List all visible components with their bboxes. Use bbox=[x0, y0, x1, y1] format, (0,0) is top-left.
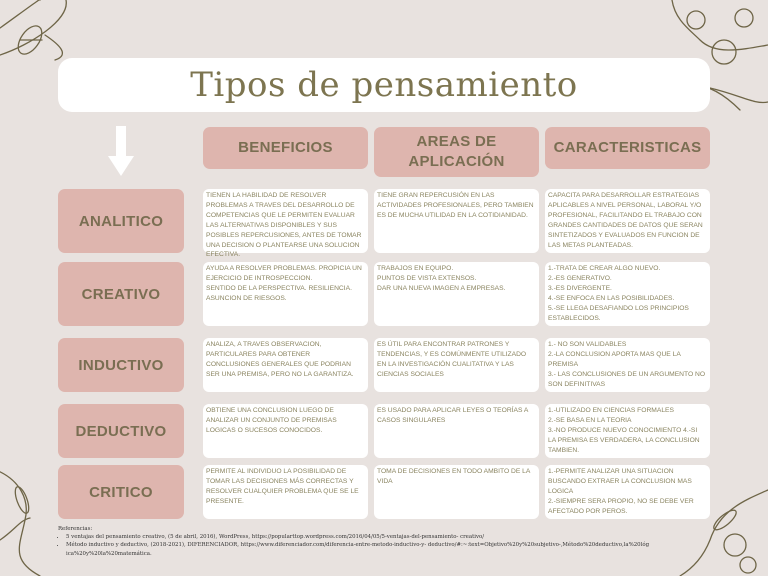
row-label-inductivo: INDUCTIVO bbox=[58, 338, 184, 392]
cell-critico-areas: TOMA DE DECISIONES EN TODO AMBITO DE LA VIDA bbox=[374, 465, 539, 519]
row-label-analitico: ANALITICO bbox=[58, 189, 184, 253]
cell-analitico-areas: TIENE GRAN REPERCUSIÓN EN LAS ACTIVIDADES PROFESIONALES, PERO TAMBIEN ES DE MUCHA UTILIDAD EN LA COTIDIANIDAD. bbox=[374, 189, 539, 253]
cell-creativo-beneficios: AYUDA A RESOLVER PROBLEMAS. PROPICIA UN EJERCICIO DE INTROSPECCION. SENTIDO DE LA PERSPECTIVA. RESILIENCIA. ASUNCION DE RIESGOS. bbox=[203, 262, 368, 326]
down-arrow-icon bbox=[108, 126, 134, 178]
column-header-areas: AREAS DE APLICACIÓN bbox=[374, 127, 539, 177]
row-label-critico: CRITICO bbox=[58, 465, 184, 519]
cell-deductivo-caracteristicas: 1.-UTILIZADO EN CIENCIAS FORMALES 2.-SE BASA EN LA TEORIA 3.-NO PRODUCE NUEVO CONOCIMIENTO 4.-SI LA PREMISA ES VERDADERA, LA CONCLUSION TAMBIEN. bbox=[545, 404, 710, 458]
cell-analitico-beneficios: TIENEN LA HABILIDAD DE RESOLVER PROBLEMAS A TRAVES DEL DESARROLLO DE COMPETENCIAS QUE LE PERMITEN EVALUAR LAS ALTERNATIVAS DISPONIBLES Y SUS POSIBLES REPERCUSIONES, ANTES DE TOMAR UNA DECISION O PLANTEARSE UNA SOLUCION EFECTIVA. bbox=[203, 189, 368, 253]
cell-analitico-caracteristicas: CAPACITA PARA DESARROLLAR ESTRATEGIAS APLICABLES A NIVEL PERSONAL, LABORAL Y/O PROFESIONAL, FACILITANDO EL TRABAJO CON GRANDES CANTIDADES DE DATOS QUE SERAN SINTETIZADOS Y EVALUADOS EN FUNCION DE LAS METAS PLANTEADAS. bbox=[545, 189, 710, 253]
cell-inductivo-caracteristicas: 1.- NO SON VALIDABLES 2.-LA CONCLUSION APORTA MAS QUE LA PREMISA 3.- LAS CONCLUSIONES DE UN ARGUMENTO NO SON DEFINITIVAS bbox=[545, 338, 710, 392]
cell-inductivo-areas: ES ÚTIL PARA ENCONTRAR PATRONES Y TENDENCIAS, Y ES COMÚNMENTE UTILIZADO EN LA INVESTIGACIÓN CUALITATIVA Y LAS CIENCIAS SOCIALES bbox=[374, 338, 539, 392]
cell-deductivo-areas: ES USADO PARA APLICAR LEYES O TEORÍAS A CASOS SINGULARES bbox=[374, 404, 539, 458]
cell-inductivo-beneficios: ANALIZA, A TRAVES OBSERVACION, PARTICULARES PARA OBTENER CONCLUSIONES GENERALES QUE PODRIAN SER UNA PREMISA, PERO NO LA GARANTIZA. bbox=[203, 338, 368, 392]
cell-deductivo-beneficios: OBTIENE UNA CONCLUSION LUEGO DE ANALIZAR UN CONJUNTO DE PREMISAS LOGICAS O SUCESOS CONOCIDOS. bbox=[203, 404, 368, 458]
cell-critico-caracteristicas: 1.-PERMITE ANALIZAR UNA SITUACION BUSCANDO EXTRAER LA CONCLUSION MAS LOGICA 2.-SIEMPRE SERA PROPIO, NO SE DEBE VER AFECTADO POR PEROS. bbox=[545, 465, 710, 519]
page-title: Tipos de pensamiento bbox=[190, 65, 578, 105]
row-label-deductivo: DEDUCTIVO bbox=[58, 404, 184, 458]
reference-item: • Método inductivo y deductivo, (2018-2021), DIFERENCIADOR, https://www.diferenciador.com/diferencia-entre-metodo-inductivo-y- deductivo/#:~:text=Objetivo%20y%20subjetivo-,Método%20deductivo,la%20lóg ica%20y%20la%20matemática. bbox=[66, 541, 708, 557]
row-label-creativo: CREATIVO bbox=[58, 262, 184, 326]
column-header-beneficios: BENEFICIOS bbox=[203, 127, 368, 169]
column-header-caracteristicas: CARACTERISTICAS bbox=[545, 127, 710, 169]
cell-critico-beneficios: PERMITE AL INDIVIDUO LA POSIBILIDAD DE TOMAR LAS DECISIONES MÁS CORRECTAS Y RESOLVER CUALQUIER PROBLEMA QUE SE LE PRESENTE. bbox=[203, 465, 368, 519]
cell-creativo-areas: TRABAJOS EN EQUIPO. PUNTOS DE VISTA EXTENSOS. DAR UNA NUEVA IMAGEN A EMPRESAS. bbox=[374, 262, 539, 326]
references-list bbox=[58, 533, 708, 558]
cell-creativo-caracteristicas: 1.-TRATA DE CREAR ALGO NUEVO. 2.-ES GENERATIVO. 3.-ES DIVERGENTE. 4.-SE ENFOCA EN LAS POSIBILIDADES. 5.-SE LLEGA DESAFIANDO LOS PRINCIPIOS ESTABLECIDOS. bbox=[545, 262, 710, 326]
title-banner bbox=[58, 58, 710, 112]
references-heading: Referencias: bbox=[58, 526, 93, 532]
reference-item: • 5 ventajas del pensamiento creativo, (5 de abril, 2016), WordPress, https://popularttop.wordpress.com/2016/04/05/5-ventajas-del-pensamiento- creativo/ bbox=[66, 533, 708, 541]
references bbox=[58, 525, 708, 558]
